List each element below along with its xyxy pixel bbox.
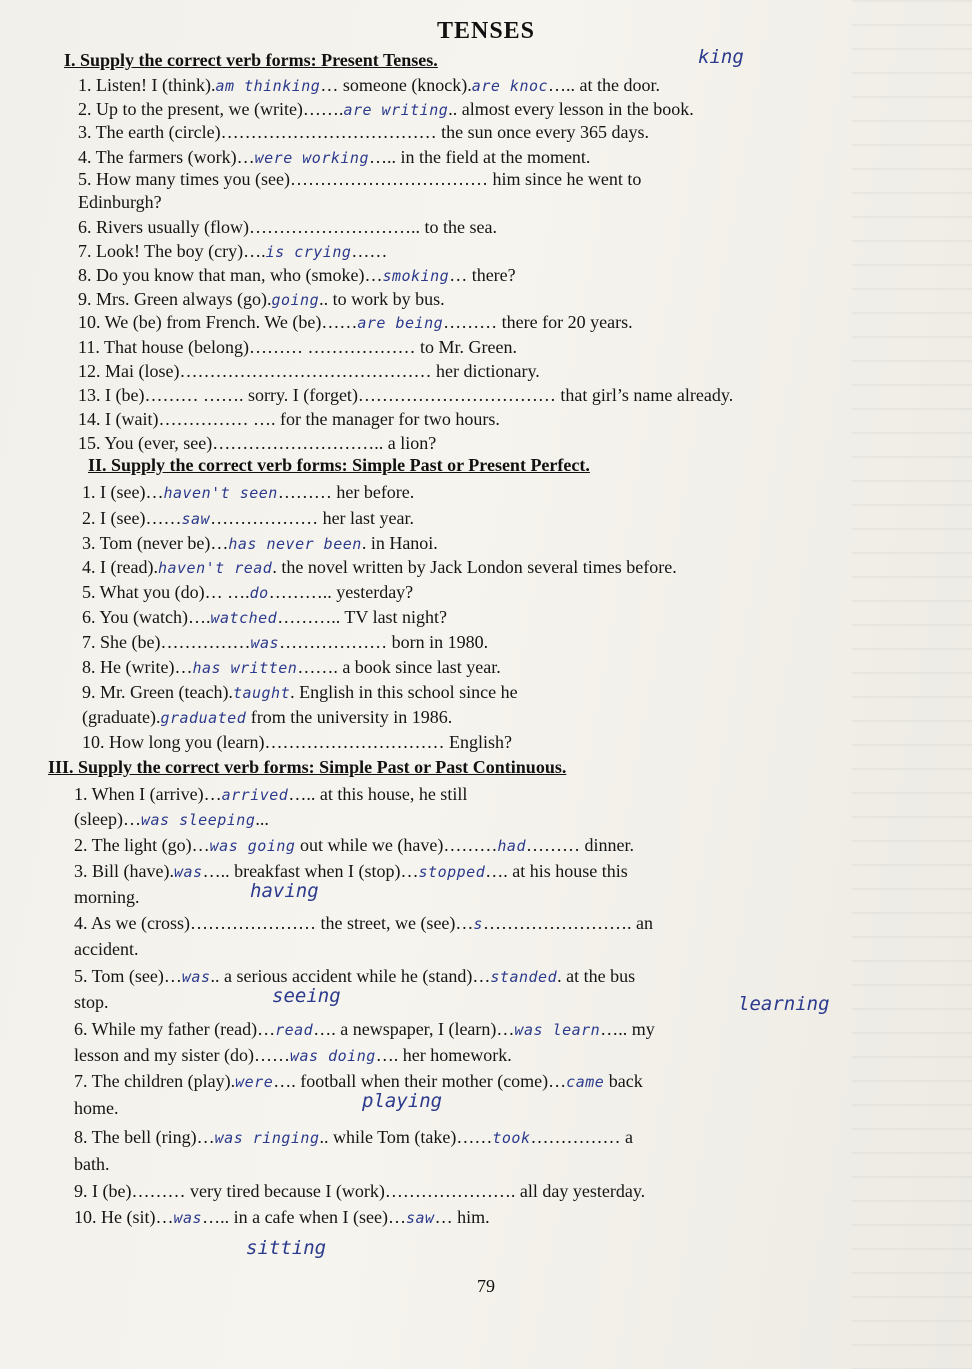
exercise-line bbox=[82, 507, 414, 530]
exercise-line bbox=[78, 408, 500, 430]
printed-text: ….. in the field at the moment. bbox=[368, 147, 591, 167]
handwritten-answer: was learn bbox=[514, 1021, 601, 1039]
section-2-heading: II. Supply the correct verb forms: Simple Past or Present Perfect. bbox=[88, 455, 590, 475]
printed-text: 4. I (read). bbox=[82, 557, 158, 577]
exercise-line bbox=[78, 288, 445, 311]
printed-text: 9. Mr. Green (teach). bbox=[82, 682, 233, 702]
exercise-line bbox=[74, 965, 635, 988]
handwritten-answer: read bbox=[275, 1021, 314, 1039]
handwritten-answer: was bbox=[173, 863, 203, 881]
printed-text: morning. bbox=[74, 887, 140, 907]
handwritten-answer: was going bbox=[209, 837, 296, 855]
printed-text: 3. The earth (circle)……………………………… the sun once every 365 days. bbox=[78, 122, 650, 142]
handwritten-answer: has written bbox=[192, 659, 298, 677]
handwritten-answer: took bbox=[492, 1129, 531, 1147]
printed-text: 13. I (be)……… ……. sorry. I (forget)…………………………… that girl’s name already. bbox=[78, 385, 734, 405]
handwritten-answer: s bbox=[473, 915, 483, 933]
printed-text: ……………… her last year. bbox=[210, 508, 415, 528]
handwritten-answer: saw bbox=[405, 1209, 435, 1227]
exercise-line bbox=[78, 121, 649, 143]
exercise-line bbox=[82, 706, 452, 729]
handwritten-answer: was ringing bbox=[214, 1129, 320, 1147]
printed-text: 1. Listen! I (think). bbox=[78, 75, 216, 95]
handwritten-answer: was sleeping bbox=[140, 811, 256, 829]
printed-text: . the novel written by Jack London several times before. bbox=[272, 557, 677, 577]
exercise-line bbox=[78, 360, 540, 382]
printed-text: 5. How many times you (see)…………………………… him since he went to bbox=[78, 169, 642, 189]
printed-text: 2. The light (go)… bbox=[74, 835, 210, 855]
handwritten-answer: stopped bbox=[418, 863, 486, 881]
section-1-heading: I. Supply the correct verb forms: Present Tenses. bbox=[64, 50, 438, 70]
exercise-line bbox=[74, 912, 653, 935]
printed-text: 14. I (wait)…………… …. for the manager for two hours. bbox=[78, 409, 500, 429]
exercise-line bbox=[74, 1180, 645, 1202]
exercise-line bbox=[74, 1018, 655, 1041]
printed-text: . at the bus bbox=[557, 966, 636, 986]
printed-text: 6. While my father (read)… bbox=[74, 1019, 276, 1039]
handwritten-answer: were bbox=[235, 1073, 274, 1091]
handwritten-answer: are being bbox=[357, 314, 444, 332]
printed-text: from the university in 1986. bbox=[246, 707, 453, 727]
exercise-line bbox=[78, 336, 517, 358]
exercise-line bbox=[78, 146, 590, 169]
printed-text: 8. Do you know that man, who (smoke)… bbox=[78, 265, 383, 285]
exercise-line bbox=[82, 606, 447, 629]
printed-text: 10. How long you (learn)………………………… English? bbox=[82, 732, 512, 752]
printed-text: lesson and my sister (do)…… bbox=[74, 1045, 290, 1065]
printed-text: …. her homework. bbox=[375, 1045, 512, 1065]
printed-text: … him. bbox=[434, 1207, 490, 1227]
printed-text: back bbox=[604, 1071, 643, 1091]
exercise-line bbox=[82, 556, 677, 579]
printed-text: 8. The bell (ring)… bbox=[74, 1127, 215, 1147]
exercise-line bbox=[74, 1153, 110, 1175]
printed-text: ….. at the door. bbox=[548, 75, 661, 95]
handwritten-answer: do bbox=[249, 584, 269, 602]
printed-text: 9. I (be)……… very tired because I (work)…………………. all day yesterday. bbox=[74, 1181, 646, 1201]
printed-text: 2. I (see)…… bbox=[82, 508, 182, 528]
exercise-line bbox=[78, 168, 641, 190]
exercise-line bbox=[82, 656, 501, 679]
printed-text: …… bbox=[351, 241, 388, 261]
printed-text: 6. You (watch)…. bbox=[82, 607, 211, 627]
printed-text: 7. She (be)…………… bbox=[82, 632, 251, 652]
printed-text: (sleep)… bbox=[74, 809, 141, 829]
printed-text: 3. Bill (have). bbox=[74, 861, 174, 881]
exercise-line bbox=[74, 834, 634, 857]
printed-text: ….. my bbox=[600, 1019, 655, 1039]
handwritten-answer: was bbox=[250, 634, 280, 652]
exercise-line bbox=[82, 481, 414, 504]
exercise-line bbox=[78, 384, 733, 406]
exercise-line bbox=[74, 886, 140, 908]
handwritten-answer: are writing bbox=[343, 101, 449, 119]
exercise-line bbox=[74, 783, 467, 806]
exercise-line bbox=[78, 216, 497, 238]
printed-text: 1. When I (arrive)… bbox=[74, 784, 222, 804]
exercise-line bbox=[78, 240, 387, 263]
printed-text: ……………………. an bbox=[482, 913, 653, 933]
handwritten-answer: had bbox=[497, 837, 526, 855]
printed-text: ……… dinner. bbox=[525, 835, 634, 855]
page-title: TENSES bbox=[436, 18, 536, 44]
margin-note: having bbox=[250, 880, 319, 902]
handwritten-answer: was bbox=[173, 1209, 203, 1227]
printed-text: accident. bbox=[74, 939, 139, 959]
margin-note: playing bbox=[362, 1090, 443, 1112]
handwritten-answer: was doing bbox=[289, 1047, 376, 1065]
handwritten-answer: is crying bbox=[265, 243, 352, 261]
handwritten-answer: saw bbox=[181, 510, 211, 528]
show-through-text bbox=[852, 0, 972, 1369]
printed-text: 1. I (see)… bbox=[82, 482, 164, 502]
exercise-line bbox=[82, 681, 518, 704]
printed-text: …………… a bbox=[530, 1127, 633, 1147]
printed-text: home. bbox=[74, 1098, 119, 1118]
handwritten-answer: watched bbox=[210, 609, 278, 627]
printed-text: stop. bbox=[74, 992, 109, 1012]
printed-text: .. to work by bus. bbox=[319, 289, 445, 309]
printed-text: ……… there for 20 years. bbox=[443, 312, 633, 332]
handwritten-answer: smoking bbox=[382, 267, 450, 285]
handwritten-answer: standed bbox=[490, 968, 558, 986]
exercise-line bbox=[74, 1070, 643, 1093]
exercise-line bbox=[78, 432, 436, 454]
printed-text: 9. Mrs. Green always (go). bbox=[78, 289, 272, 309]
exercise-line bbox=[78, 264, 516, 287]
printed-text: 7. Look! The boy (cry)…. bbox=[78, 241, 266, 261]
exercise-line bbox=[74, 860, 628, 883]
printed-text: ….. in a cafe when I (see)… bbox=[202, 1207, 406, 1227]
exercise-line bbox=[78, 191, 162, 213]
exercise-line bbox=[78, 98, 694, 121]
printed-text: . English in this school since he bbox=[290, 682, 518, 702]
printed-text: 10. We (be) from French. We (be)…… bbox=[78, 312, 358, 332]
printed-text: . in Hanoi. bbox=[361, 533, 438, 553]
printed-text: 3. Tom (never be)… bbox=[82, 533, 229, 553]
handwritten-answer: haven't read bbox=[157, 559, 273, 577]
printed-text: .. almost every lesson in the book. bbox=[448, 99, 694, 119]
printed-text: 15. You (ever, see)……………………….. a lion? bbox=[78, 433, 437, 453]
margin-note: seeing bbox=[272, 985, 341, 1007]
margin-note: king bbox=[698, 46, 744, 68]
handwritten-answer: haven't seen bbox=[163, 484, 278, 502]
section-3-heading: III. Supply the correct verb forms: Simple Past or Past Continuous. bbox=[48, 757, 567, 777]
handwritten-answer: are knoc bbox=[471, 77, 549, 95]
printed-text: 10. He (sit)… bbox=[74, 1207, 174, 1227]
printed-text: 6. Rivers usually (flow)……………………….. to the sea. bbox=[78, 217, 497, 237]
exercise-line bbox=[82, 532, 438, 555]
exercise-line bbox=[82, 731, 512, 753]
exercise-line bbox=[74, 938, 138, 960]
margin-note: sitting bbox=[246, 1237, 327, 1259]
printed-text: 12. Mai (lose)…………………………………… her dictionary. bbox=[78, 361, 540, 381]
printed-text: Edinburgh? bbox=[78, 192, 162, 212]
printed-text: 5. Tom (see)… bbox=[74, 966, 182, 986]
exercise-line bbox=[74, 991, 109, 1013]
handwritten-answer: going bbox=[271, 291, 320, 309]
printed-text: .. while Tom (take)…… bbox=[319, 1127, 493, 1147]
handwritten-answer: has never been bbox=[228, 535, 362, 553]
exercise-line bbox=[82, 581, 413, 604]
printed-text: … someone (knock). bbox=[320, 75, 472, 95]
printed-text: bath. bbox=[74, 1154, 110, 1174]
printed-text: 2. Up to the present, we (write)……. bbox=[78, 99, 344, 119]
printed-text: 7. The children (play). bbox=[74, 1071, 236, 1091]
handwritten-answer: graduated bbox=[160, 709, 247, 727]
exercise-line bbox=[74, 1044, 512, 1067]
printed-text: ….. breakfast when I (stop)… bbox=[202, 861, 419, 881]
handwritten-answer: came bbox=[566, 1073, 605, 1091]
printed-text: 5. What you (do)… …. bbox=[82, 582, 250, 602]
printed-text: 8. He (write)… bbox=[82, 657, 193, 677]
printed-text: ……….. yesterday? bbox=[268, 582, 414, 602]
printed-text: …. a newspaper, I (learn)… bbox=[313, 1019, 515, 1039]
margin-note: learning bbox=[738, 993, 830, 1015]
page-number: 79 bbox=[477, 1276, 495, 1296]
handwritten-answer: taught bbox=[232, 684, 291, 702]
handwritten-answer: am thinking bbox=[215, 77, 321, 95]
exercise-line bbox=[78, 311, 633, 334]
exercise-line bbox=[74, 1206, 490, 1229]
printed-text: .. a serious accident while he (stand)… bbox=[210, 966, 491, 986]
printed-text: …. football when their mother (come)… bbox=[273, 1071, 567, 1091]
printed-text: ……….. TV last night? bbox=[277, 607, 448, 627]
exercise-line bbox=[78, 74, 660, 97]
handwritten-answer: were working bbox=[254, 149, 369, 167]
printed-text: ……. a book since last year. bbox=[297, 657, 501, 677]
printed-text: ……………… born in 1980. bbox=[279, 632, 489, 652]
printed-text: (graduate). bbox=[82, 707, 161, 727]
printed-text: …. at his house this bbox=[485, 861, 628, 881]
printed-text: 11. That house (belong)……… ……………… to Mr. Green. bbox=[78, 337, 517, 357]
exercise-line bbox=[74, 1126, 633, 1149]
exercise-line bbox=[82, 631, 488, 654]
handwritten-answer: arrived bbox=[221, 786, 289, 804]
printed-text: 4. As we (cross)………………… the street, we (see)… bbox=[74, 913, 474, 933]
printed-text: … there? bbox=[449, 265, 516, 285]
handwritten-answer: was bbox=[181, 968, 211, 986]
printed-text: 4. The farmers (work)… bbox=[78, 147, 255, 167]
printed-text: out while we (have)……… bbox=[295, 835, 498, 855]
exercise-line bbox=[74, 1097, 119, 1119]
printed-text: ….. at this house, he still bbox=[288, 784, 468, 804]
printed-text: ... bbox=[255, 809, 269, 829]
printed-text: ……… her before. bbox=[277, 482, 415, 502]
exercise-line bbox=[74, 808, 269, 831]
